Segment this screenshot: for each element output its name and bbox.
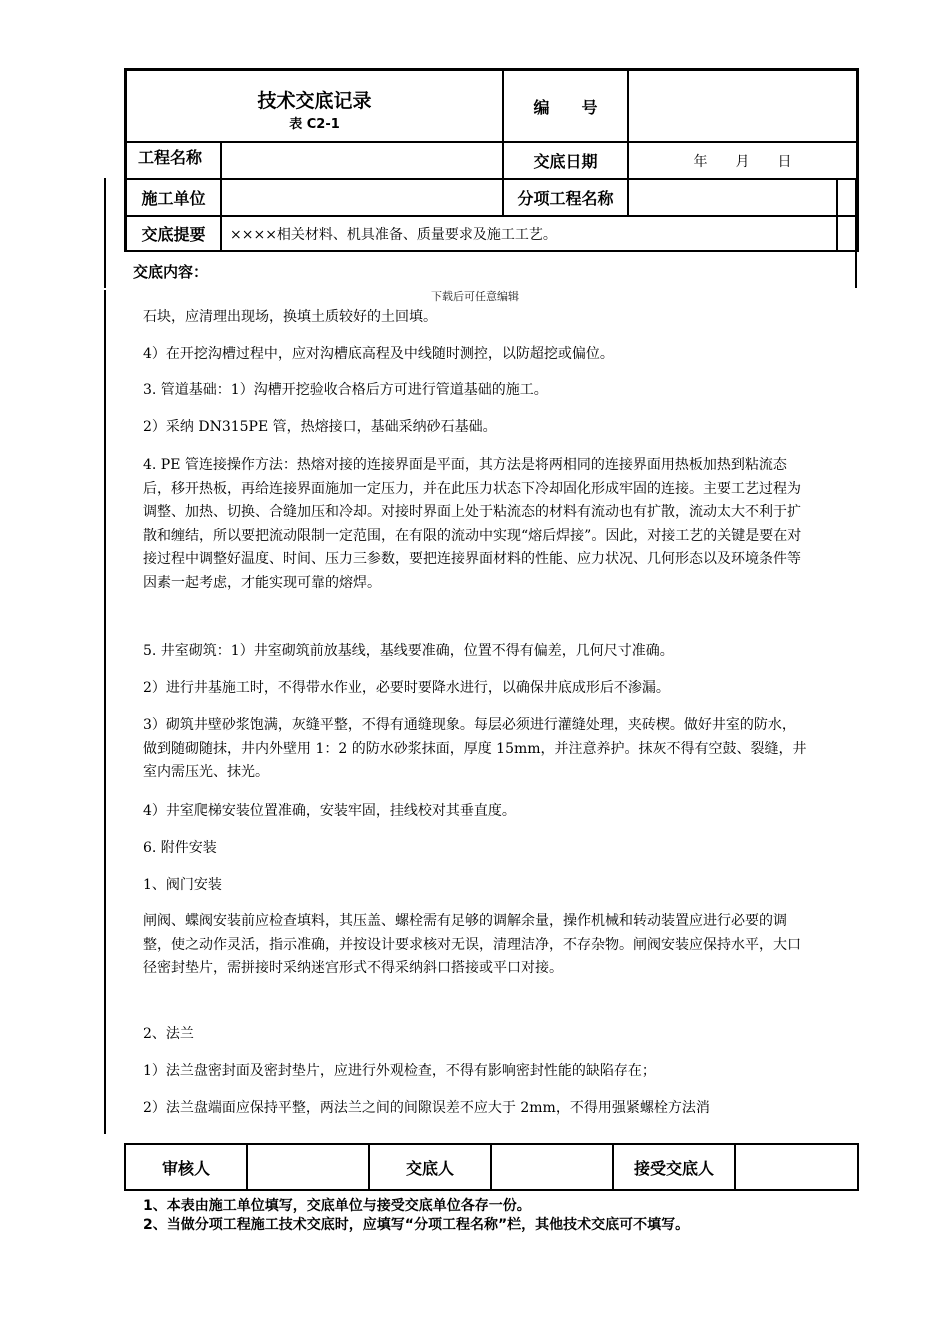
summary-text: ××××相关材料、机具准备、质量要求及施工工艺。: [230, 226, 557, 243]
unit-field[interactable]: [222, 180, 502, 215]
paragraph: 4. PE 管连接操作方法：热熔对接的连接界面是平面，其方法是将两相同的连接界面用热板加热到粘流态后，移开热板，再给连接界面施加一定压力，并在此压力状态下冷却固化形成牢固的连接。主要工艺过程为调整、加热、切换、合缝加压和冷却。对接时界面上处于粘流态的材料有流动也有扩散，流动太大不利于扩散和缠结，所以要把流动限制一定范围，在有限的流动中实现“熔后焊接”。因此，对接工艺的关键是要在对接过程中调整好温度、时间、压力三参数，要把连接界面材料的性能、应力状况、几何形态以及环境条件等因素一起考虑，才能实现可靠的熔焊。: [143, 457, 802, 591]
paragraph: 2）法兰盘端面应保持平整，两法兰之间的间隙误差不应大于 2mm，不得用强紧螺栓方法消: [143, 1100, 710, 1116]
presenter-field[interactable]: [492, 1145, 612, 1189]
paragraph: 3）砌筑井壁砂浆饱满，灰缝平整，不得有通缝现象。每层必须进行灌缝处理，夹砖楔。做好井室的防水，做到随砌随抹，井内外壁用 1：2 的防水砂浆抹面，厚度 15mm，并注意养护。抹灰不得有空鼓、裂缝，井室内需压光、抹光。: [143, 717, 807, 780]
receiver-field[interactable]: [736, 1145, 857, 1189]
watermark-text: 下载后可任意编辑: [431, 290, 519, 303]
paragraph: 2）采纳 DN315PE 管，热熔接口，基础采纳砂石基础。: [143, 419, 497, 435]
paragraph: 4）井室爬梯安装位置准确，安装牢固，挂线校对其垂直度。: [143, 803, 516, 819]
sig-border-right: [857, 1143, 859, 1191]
date-label: 交底日期: [533, 152, 598, 171]
project-name-field[interactable]: [222, 143, 502, 178]
number-field[interactable]: [629, 71, 856, 141]
paragraph: 2、法兰: [143, 1026, 194, 1042]
note-1: 1、本表由施工单位填写，交底单位与接受交底单位各存一份。: [143, 1198, 531, 1214]
paragraph: 1）法兰盘密封面及密封垫片，应进行外观检查，不得有影响密封性能的缺陷存在；: [143, 1063, 656, 1079]
form-title: 技术交底记录: [257, 90, 372, 112]
summary-label: 交底提要: [141, 225, 206, 244]
note-2: 2、当做分项工程施工技术交底时，应填写“分项工程名称”栏，其他技术交底可不填写。: [143, 1217, 690, 1233]
content-label: 交底内容：: [133, 263, 209, 281]
paragraph: 1、阀门安装: [143, 877, 222, 893]
paragraph: 石块，应清理出现场，换填土质较好的土回填。: [143, 309, 437, 325]
subproject-label: 分项工程名称: [517, 189, 614, 208]
receiver-label: 接受交底人: [633, 1158, 714, 1178]
paragraph: 5. 井室砌筑：1）井室砌筑前放基线，基线要准确，位置不得有偏差，几何尺寸准确。: [143, 643, 674, 659]
reviewer-label: 审核人: [161, 1158, 210, 1178]
paragraph: 3. 管道基础：1）沟槽开挖验收合格后方可进行管道基础的施工。: [143, 382, 548, 398]
unit-label: 施工单位: [141, 189, 206, 208]
side-bar-right-inner: [836, 178, 838, 252]
paragraph: 4）在开挖沟槽过程中，应对沟槽底高程及中线随时测控，以防超挖或偏位。: [143, 346, 614, 362]
paragraph: 6. 附件安装: [143, 840, 217, 856]
paragraph: 2）进行井基施工时，不得带水作业，必要时要降水进行，以确保井底成形后不渗漏。: [143, 680, 670, 696]
presenter-label: 交底人: [405, 1158, 454, 1178]
date-field[interactable]: 年 月 日: [693, 153, 792, 170]
side-bar-right: [855, 178, 857, 288]
project-name-label: 工程名称: [138, 148, 203, 167]
paragraph: 闸阀、蝶阀安装前应检查填料，其压盖、螺栓需有足够的调解余量，操作机械和转动装置应进行必要的调整，使之动作灵活，指示准确，并按设计要求核对无误，清理洁净，不存杂物。闸阀安装应保持水平，大口径密封垫片，需拼接时采纳迷宫形式不得采纳斜口搭接或平口对接。: [143, 913, 801, 976]
content-left-border: [104, 290, 106, 1134]
number-label: 编 号: [533, 97, 598, 117]
row-line: [124, 250, 859, 252]
side-bar-left: [104, 178, 106, 288]
form-code: 表 C2-1: [289, 117, 340, 132]
subproject-field[interactable]: [629, 180, 836, 215]
reviewer-field[interactable]: [248, 1145, 368, 1189]
